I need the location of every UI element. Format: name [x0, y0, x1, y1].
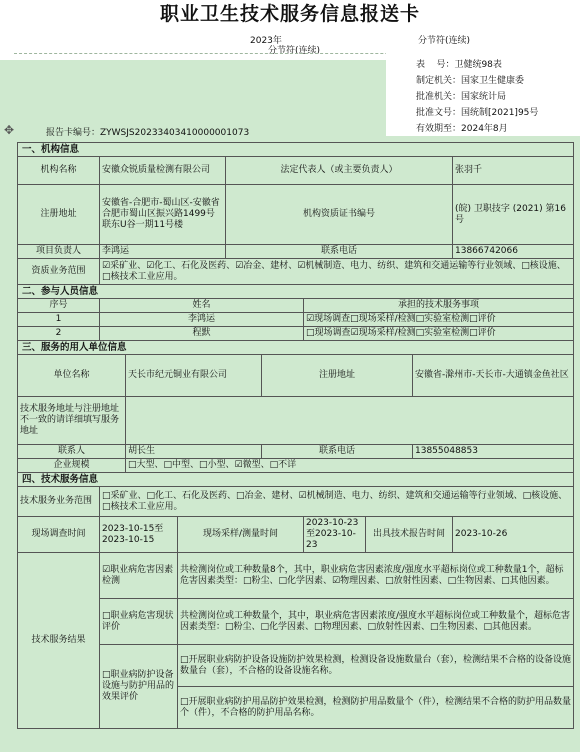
contact-value[interactable]: 胡长生 [126, 445, 262, 459]
sample-time-label: 现场采样/测量时间 [178, 517, 304, 553]
service-addr-value[interactable] [126, 397, 574, 445]
section-break-label-2: 分节符(连续) [268, 46, 321, 56]
result-detection-text[interactable]: 共检测岗位或工种数量8个，其中，职业病危害因素浓度/强度水平超标岗位或工种数量1个，超标危害因素类型：□粉尘、□化学因素、☑物理因素、□放射性因素、□生物因素、□其他因素。 [178, 553, 574, 599]
section-4-header: 四、技术服务信息 [18, 473, 574, 487]
service-scope-label: 技术服务业务范围 [18, 487, 100, 517]
staff-no: 1 [18, 313, 100, 327]
scale-label: 企业规模 [18, 459, 126, 473]
service-addr-label: 技术服务地址与注册地址不一致的请详细填写服务地址 [18, 397, 126, 445]
staff-no-header: 序号 [18, 299, 100, 313]
reg-addr-label: 注册地址 [18, 185, 100, 245]
legal-rep-label: 法定代表人（或主要负责人） [226, 157, 453, 185]
result-status-eval-text[interactable]: 共检测岗位或工种数量个，其中，职业病危害因素浓度/强度水平超标岗位或工种数量个，超标危害因素类型：□粉尘、□化学因素、□物理因素、□放射性因素、□生物因素、□其他因素。 [178, 599, 574, 645]
scale-value[interactable]: □大型、□中型、□小型、☑微型、□不详 [126, 459, 574, 473]
qual-scope-value[interactable]: ☑采矿业、☑化工、石化及医药、☑冶金、建材、☑机械制造、电力、纺织、建筑和交通运输等行业领域、□核设施、□核技术工业应用。 [100, 259, 574, 285]
unit-reg-addr-value[interactable]: 安徽省-滁州市-天长市-大通镇金鱼社区 [413, 355, 574, 397]
proj-lead-value[interactable]: 李鸿运 [100, 245, 226, 259]
result-status-eval-label[interactable]: □职业病危害现状评价 [100, 599, 178, 645]
section-2-header: 二、参与人员信息 [18, 285, 574, 299]
sample-time-value[interactable]: 2023-10-23至2023-10-23 [304, 517, 366, 553]
staff-items-header: 承担的技术服务事项 [304, 299, 574, 313]
org-phone-value[interactable]: 13866742066 [453, 245, 574, 259]
staff-items[interactable]: ☑现场调查□现场采样/检测□实验室检测□评价 [304, 313, 574, 327]
unit-phone-value[interactable]: 13855048853 [413, 445, 574, 459]
result-protection-eval-label[interactable]: □职业病防护设备设施与防护用品的效果评价 [100, 645, 178, 729]
staff-name[interactable]: 李鸿运 [100, 313, 304, 327]
result-ppe-text[interactable]: □开展职业病防护用品防护效果检测，检测防护用品数量个（件），检测结果不合格的防护用品数量个（件），不合格的防护用品名称。 [178, 687, 574, 729]
org-name-label: 机构名称 [18, 157, 100, 185]
contact-label: 联系人 [18, 445, 126, 459]
legal-rep-value[interactable]: 张羽千 [453, 157, 574, 185]
service-scope-value[interactable]: □采矿业、□化工、石化及医药、□冶金、建材、☑机械制造、电力、纺织、建筑和交通运输等行业领域、□核设施、□核技术工业应用。 [100, 487, 574, 517]
cert-value[interactable]: (皖) 卫职技字 (2021) 第16号 [453, 185, 574, 245]
form-meta-box [386, 52, 580, 136]
section-1-header: 一、机构信息 [18, 143, 574, 157]
survey-time-value[interactable]: 2023-10-15至2023-10-15 [100, 517, 178, 553]
qual-scope-label: 资质业务范围 [18, 259, 100, 285]
result-equipment-text[interactable]: □开展职业病防护设备设施防护效果检测，检测设备设施数量台（套），检测结果不合格的设备设施数量台（套），不合格的设备设施名称。 [178, 645, 574, 687]
section-break-label: 分节符(连续) [418, 36, 471, 46]
meta-form-no: 表 号：卫健统98表 [416, 60, 502, 70]
reg-addr-value[interactable]: 安徽省-合肥市-蜀山区-安徽省合肥市蜀山区振兴路1499号联东U谷一期11号楼 [100, 185, 226, 245]
meta-valid-until: 有效期至：2024年8月 [416, 124, 508, 134]
table-move-handle-icon[interactable]: ✥ [3, 123, 15, 137]
report-time-label: 出具技术报告时间 [366, 517, 453, 553]
staff-items[interactable]: □现场调查☑现场采样/检测□实验室检测□评价 [304, 327, 574, 341]
page-title: 职业卫生技术服务信息报送卡 [159, 3, 420, 25]
unit-phone-label: 联系电话 [262, 445, 413, 459]
unit-name-value[interactable]: 天长市纪元铜业有限公司 [126, 355, 262, 397]
meta-approver: 批准机关：国家统计局 [416, 92, 507, 102]
proj-lead-label: 项目负责人 [18, 245, 100, 259]
org-phone-label: 联系电话 [226, 245, 453, 259]
meta-issuer: 制定机关：国家卫生健康委 [416, 76, 525, 86]
year-label: 2023年 [250, 36, 282, 46]
staff-name-header: 姓名 [100, 299, 304, 313]
section-3-header: 三、服务的用人单位信息 [18, 341, 574, 355]
table-row [18, 313, 574, 327]
result-detection-label[interactable]: ☑职业病危害因素检测 [100, 553, 178, 599]
survey-time-label: 现场调查时间 [18, 517, 100, 553]
staff-name[interactable]: 程默 [100, 327, 304, 341]
unit-reg-addr-label: 注册地址 [262, 355, 413, 397]
card-number: 报告卡编号：ZYWSJS20233403410000001073 [46, 128, 250, 138]
report-time-value[interactable]: 2023-10-26 [453, 517, 574, 553]
staff-no: 2 [18, 327, 100, 341]
meta-approval-no: 批准文号：国统制[2021]95号 [416, 108, 539, 118]
cert-label: 机构资质证书编号 [226, 185, 453, 245]
report-table [17, 142, 574, 729]
service-result-label: 技术服务结果 [18, 553, 100, 729]
org-name-value[interactable]: 安徽众锐质量检测有限公司 [100, 157, 226, 185]
unit-name-label: 单位名称 [18, 355, 126, 397]
table-row [18, 327, 574, 341]
